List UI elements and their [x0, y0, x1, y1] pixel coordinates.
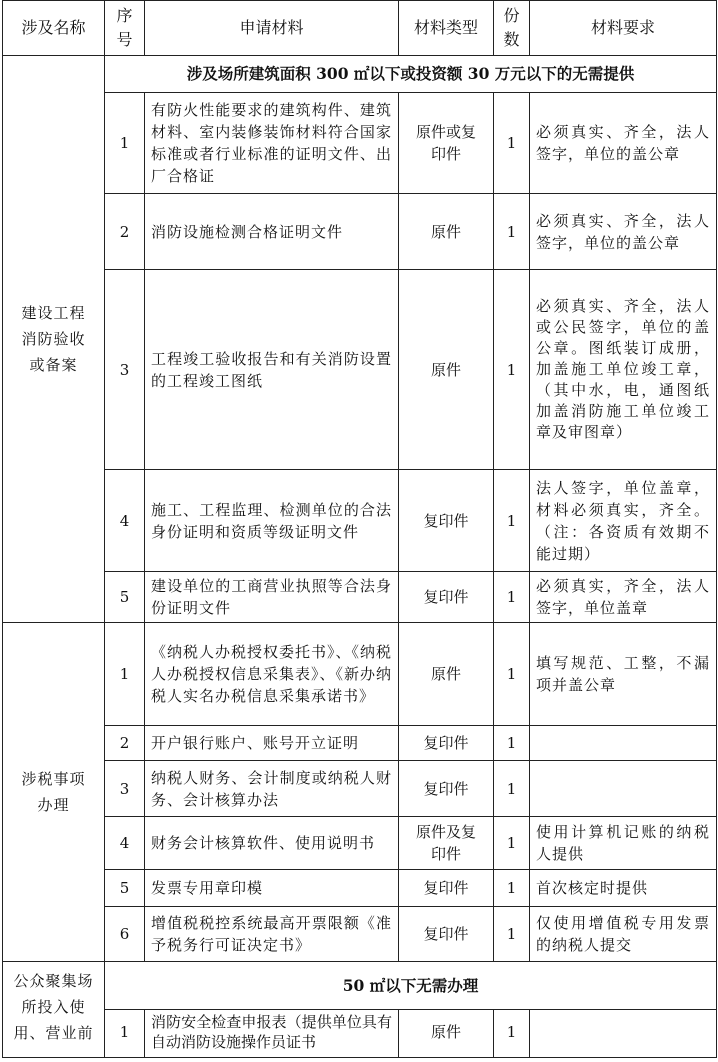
requirement-cell: 法人签字，单位盖章，材料必须真实，齐全。（注：各资质有效期不能过期）: [530, 470, 717, 572]
material-cell: 增值税税控系统最高开票限额《准予税务行可证决定书》: [145, 907, 399, 962]
type-cell: 原件: [399, 270, 494, 470]
copies-cell: 1: [494, 470, 530, 572]
type-cell: 原件: [399, 194, 494, 270]
type-cell: 复印件: [399, 907, 494, 962]
copies-cell: 1: [494, 817, 530, 870]
material-cell: 消防安全检查申报表（提供单位具有自动消防设施操作员证书: [145, 1010, 399, 1058]
requirement-cell: 使用计算机记账的纳税人提供: [530, 817, 717, 870]
table-row: [3, 1010, 717, 1058]
requirement-cell: 必须真实，齐全，法人签字，单位盖章: [530, 572, 717, 623]
type-cell: 复印件: [399, 470, 494, 572]
requirement-cell: [530, 1010, 717, 1058]
material-cell: 发票专用章印模: [145, 870, 399, 907]
table-row: [3, 726, 717, 761]
material-cell: 财务会计核算软件、使用说明书: [145, 817, 399, 870]
type-cell: 复印件: [399, 726, 494, 761]
seq-cell: 4: [105, 470, 145, 572]
copies-cell: 1: [494, 270, 530, 470]
material-cell: 开户银行账户、账号开立证明: [145, 726, 399, 761]
seq-cell: 3: [105, 270, 145, 470]
table-row: [3, 623, 717, 726]
requirement-cell: 必须真实、齐全，法人或公民签字，单位的盖公章。图纸装订成册，加盖施工单位竣工章，（其中水，电，通图纸加盖消防施工单位竣工章及审图章）: [530, 270, 717, 470]
table-row: [3, 817, 717, 870]
copies-cell: 1: [494, 623, 530, 726]
table-row: [3, 870, 717, 907]
type-cell: 原件: [399, 623, 494, 726]
type-cell: 原件或复印件: [399, 93, 494, 194]
material-cell: 消防设施检测合格证明文件: [145, 194, 399, 270]
table-row: [3, 270, 717, 470]
seq-cell: 3: [105, 761, 145, 817]
copies-cell: 1: [494, 726, 530, 761]
header-category: 涉及名称: [3, 1, 105, 56]
requirement-cell: 仅使用增值税专用发票的纳税人提交: [530, 907, 717, 962]
materials-table: [2, 0, 717, 1058]
seq-cell: 1: [105, 1010, 145, 1058]
table-row: [3, 194, 717, 270]
seq-cell: 5: [105, 572, 145, 623]
header-requirement: 材料要求: [530, 1, 717, 56]
type-cell: 复印件: [399, 761, 494, 817]
header-material: 申请材料: [145, 1, 399, 56]
seq-cell: 5: [105, 870, 145, 907]
table-row: [3, 470, 717, 572]
category-cell: 涉税事项办理: [3, 623, 105, 962]
type-cell: 复印件: [399, 572, 494, 623]
section3-notice-row: [3, 962, 717, 1010]
copies-cell: 1: [494, 194, 530, 270]
requirement-cell: 必须真实、齐全，法人签字，单位的盖公章: [530, 93, 717, 194]
section1-notice-row: [3, 56, 717, 93]
requirement-cell: [530, 761, 717, 817]
copies-cell: 1: [494, 1010, 530, 1058]
type-cell: 原件及复印件: [399, 817, 494, 870]
table-row: [3, 761, 717, 817]
material-cell: 纳税人财务、会计制度或纳税人财务、会计核算办法: [145, 761, 399, 817]
requirement-cell: 填写规范、工整，不漏项并盖公章: [530, 623, 717, 726]
header-seq: 序号: [105, 1, 145, 56]
header-copies: 份数: [494, 1, 530, 56]
seq-cell: 4: [105, 817, 145, 870]
table-row: [3, 572, 717, 623]
material-cell: 有防火性能要求的建筑构件、建筑材料、室内装修装饰材料符合国家标准或者行业标准的证明文件、出厂合格证: [145, 93, 399, 194]
copies-cell: 1: [494, 907, 530, 962]
seq-cell: 1: [105, 93, 145, 194]
table-row: [3, 907, 717, 962]
requirement-cell: [530, 726, 717, 761]
seq-cell: 6: [105, 907, 145, 962]
type-cell: 原件: [399, 1010, 494, 1058]
material-cell: 施工、工程监理、检测单位的合法身份证明和资质等级证明文件: [145, 470, 399, 572]
requirement-cell: 必须真实、齐全，法人签字，单位的盖公章: [530, 194, 717, 270]
notice-cell: 50 ㎡以下无需办理: [105, 962, 717, 1010]
material-cell: 《纳税人办税授权委托书》、《纳税人办税授权信息采集表》、《新办纳税人实名办税信息采集承诺书》: [145, 623, 399, 726]
header-row: [3, 1, 717, 56]
copies-cell: 1: [494, 761, 530, 817]
header-type: 材料类型: [399, 1, 494, 56]
requirement-cell: 首次核定时提供: [530, 870, 717, 907]
notice-cell: 涉及场所建筑面积 300 ㎡以下或投资额 30 万元以下的无需提供: [105, 56, 717, 93]
seq-cell: 1: [105, 623, 145, 726]
category-cell: 建设工程消防验收或备案: [3, 56, 105, 623]
material-cell: 工程竣工验收报告和有关消防设置的工程竣工图纸: [145, 270, 399, 470]
seq-cell: 2: [105, 726, 145, 761]
copies-cell: 1: [494, 93, 530, 194]
table-row: [3, 93, 717, 194]
copies-cell: 1: [494, 572, 530, 623]
seq-cell: 2: [105, 194, 145, 270]
material-cell: 建设单位的工商营业执照等合法身份证明文件: [145, 572, 399, 623]
category-cell: 公众聚集场所投入使用、营业前: [3, 962, 105, 1058]
type-cell: 复印件: [399, 870, 494, 907]
copies-cell: 1: [494, 870, 530, 907]
